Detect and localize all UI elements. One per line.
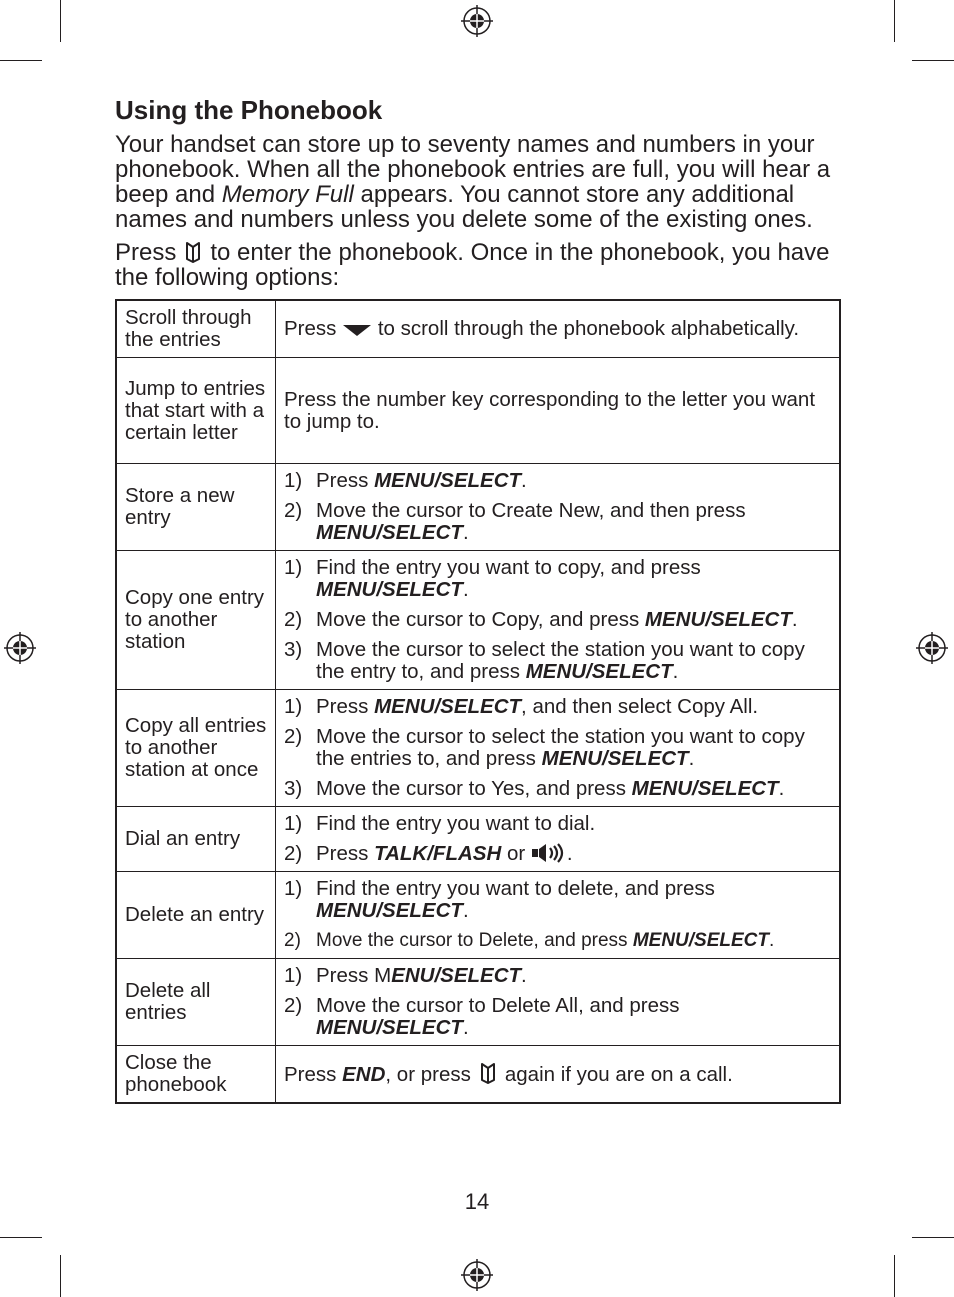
step-text: Find the entry you want to delete, and press xyxy=(316,877,715,900)
step-text: . xyxy=(778,777,785,800)
option-description: Press the number key corresponding to the letter you want to jump to. xyxy=(276,358,841,464)
registration-mark-icon xyxy=(461,5,493,37)
crop-mark xyxy=(894,0,895,42)
step-text: . xyxy=(688,747,695,770)
step-number: 2) xyxy=(284,930,301,951)
step-item xyxy=(284,778,831,800)
key-name: MENU/SELECT xyxy=(374,469,522,492)
desc-text: , or press xyxy=(385,1063,471,1086)
option-label: Close the phonebook xyxy=(116,1046,276,1104)
step-text: Press xyxy=(316,469,375,492)
key-name: MENU/SELECT xyxy=(632,930,770,951)
memory-full-text: Memory Full xyxy=(221,181,354,208)
step-item xyxy=(284,726,831,770)
step-text: . xyxy=(462,521,469,544)
option-label: Jump to entries that start with a certain letter xyxy=(116,358,276,464)
intro-press-paragraph xyxy=(115,240,841,290)
step-number: 1) xyxy=(284,469,303,492)
step-item xyxy=(284,878,831,922)
option-description xyxy=(276,872,841,959)
table-row xyxy=(116,551,840,690)
step-item xyxy=(284,930,831,952)
step-text: Move the cursor to Copy, and press xyxy=(316,608,645,631)
key-name: MENU/SELECT xyxy=(316,521,463,544)
step-number: 2) xyxy=(284,725,303,748)
intro-text: Press xyxy=(115,239,177,266)
registration-mark-icon xyxy=(461,1259,493,1291)
crop-mark xyxy=(912,60,954,61)
step-item xyxy=(284,696,831,718)
step-number: 3) xyxy=(284,638,303,661)
step-number: 1) xyxy=(284,812,303,835)
page-number: 14 xyxy=(464,1189,490,1214)
option-description xyxy=(276,807,841,872)
key-name: MENU/SELECT xyxy=(374,695,522,718)
table-row xyxy=(116,358,840,464)
step-text: . xyxy=(672,660,679,683)
registration-mark-icon xyxy=(4,632,36,664)
page-content xyxy=(115,94,841,1104)
speaker-icon xyxy=(531,843,567,863)
option-label: Delete all entries xyxy=(116,959,276,1046)
desc-text: Press xyxy=(284,317,337,340)
key-name: MENU/SELECT xyxy=(631,777,779,800)
crop-mark xyxy=(894,1255,895,1297)
intro-text: Your handset can store up to seventy names and numbers in your phonebook. When all the phonebook entries are full, you will hear a beep and xyxy=(115,131,831,208)
key-name: MENU/SELECT xyxy=(316,1016,463,1039)
option-description xyxy=(276,1046,841,1104)
step-number: 3) xyxy=(284,777,303,800)
step-text: Move the cursor to select the station you want to copy the entry to, and press xyxy=(316,638,805,683)
option-label: Copy all entries to another station at once xyxy=(116,690,276,807)
option-description xyxy=(276,959,841,1046)
step-text: . xyxy=(462,578,469,601)
step-text: . xyxy=(462,1016,469,1039)
step-item xyxy=(284,843,831,865)
phonebook-icon xyxy=(479,1062,497,1084)
key-name: MENU/SELECT xyxy=(525,660,673,683)
option-label: Delete an entry xyxy=(116,872,276,959)
step-text: or xyxy=(501,842,531,865)
crop-mark xyxy=(0,1237,42,1238)
desc-text: again if you are on a call. xyxy=(504,1063,733,1086)
registration-mark-icon xyxy=(916,632,948,664)
step-item xyxy=(284,470,831,492)
step-text: Find the entry you want to copy, and press xyxy=(316,556,701,579)
step-number: 1) xyxy=(284,877,303,900)
crop-mark xyxy=(60,0,61,42)
crop-mark xyxy=(0,60,42,61)
phonebook-icon xyxy=(184,241,202,263)
step-text: , and then select Copy All. xyxy=(521,695,759,718)
step-item xyxy=(284,500,831,544)
step-text: Press xyxy=(316,842,375,865)
option-description xyxy=(276,551,841,690)
step-number: 2) xyxy=(284,608,303,631)
option-description xyxy=(276,300,841,358)
step-text: . xyxy=(521,964,527,987)
step-item xyxy=(284,609,831,631)
step-number: 1) xyxy=(284,695,303,718)
table-row xyxy=(116,464,840,551)
key-name: END xyxy=(342,1063,386,1086)
intro-text: to enter the phonebook. Once in the phonebook, you have the following options: xyxy=(115,239,830,291)
key-name: TALK/FLASH xyxy=(374,842,502,865)
table-row xyxy=(116,690,840,807)
step-text: . xyxy=(462,899,469,922)
step-number: 2) xyxy=(284,499,303,522)
step-text: Move the cursor to Create New, and then press xyxy=(316,499,746,522)
option-label: Copy one entry to another station xyxy=(116,551,276,690)
step-text: Move the cursor to select the station you want to copy the entries to, and press xyxy=(316,725,805,770)
step-text: . xyxy=(791,608,798,631)
desc-text: to scroll through the phonebook alphabetically. xyxy=(377,317,800,340)
option-label: Dial an entry xyxy=(116,807,276,872)
option-label: Scroll through the entries xyxy=(116,300,276,358)
phonebook-options-table xyxy=(115,299,841,1104)
key-name: MENU/SELECT xyxy=(644,608,792,631)
crop-mark xyxy=(912,1237,954,1238)
intro-text: appears. You cannot store any additional names and numbers unless you delete some of the existing ones. xyxy=(115,181,813,233)
step-item xyxy=(284,995,831,1039)
table-row xyxy=(116,807,840,872)
step-text: Press M xyxy=(316,964,392,987)
desc-text: Press xyxy=(284,1063,343,1086)
page-title: Using the Phonebook xyxy=(115,95,383,125)
table-row xyxy=(116,1046,840,1104)
key-name: MENU/SELECT xyxy=(316,899,463,922)
key-name: MENU/SELECT xyxy=(316,578,463,601)
step-text: Find the entry you want to dial. xyxy=(316,812,596,835)
step-item xyxy=(284,813,831,835)
step-text: Move the cursor to Delete, and press xyxy=(316,930,633,951)
step-number: 2) xyxy=(284,994,303,1017)
table-row xyxy=(116,872,840,959)
option-description xyxy=(276,464,841,551)
step-item xyxy=(284,557,831,601)
key-name: MENU/SELECT xyxy=(541,747,689,770)
intro-paragraph xyxy=(115,132,841,232)
table-row xyxy=(116,959,840,1046)
down-arrow-icon xyxy=(342,323,372,337)
step-item xyxy=(284,965,831,987)
step-text: . xyxy=(769,930,775,951)
crop-mark xyxy=(60,1255,61,1297)
step-text: Press xyxy=(316,695,375,718)
step-number: 1) xyxy=(284,556,303,579)
step-text: . xyxy=(521,469,527,492)
option-description xyxy=(276,690,841,807)
step-number: 2) xyxy=(284,842,303,865)
key-name: ENU/SELECT xyxy=(391,964,522,987)
option-label: Store a new entry xyxy=(116,464,276,551)
step-item xyxy=(284,639,831,683)
step-text: . xyxy=(566,842,573,865)
step-text: Move the cursor to Delete All, and press xyxy=(316,994,680,1017)
step-text: Move the cursor to Yes, and press xyxy=(316,777,632,800)
table-row xyxy=(116,300,840,358)
step-number: 1) xyxy=(284,964,303,987)
